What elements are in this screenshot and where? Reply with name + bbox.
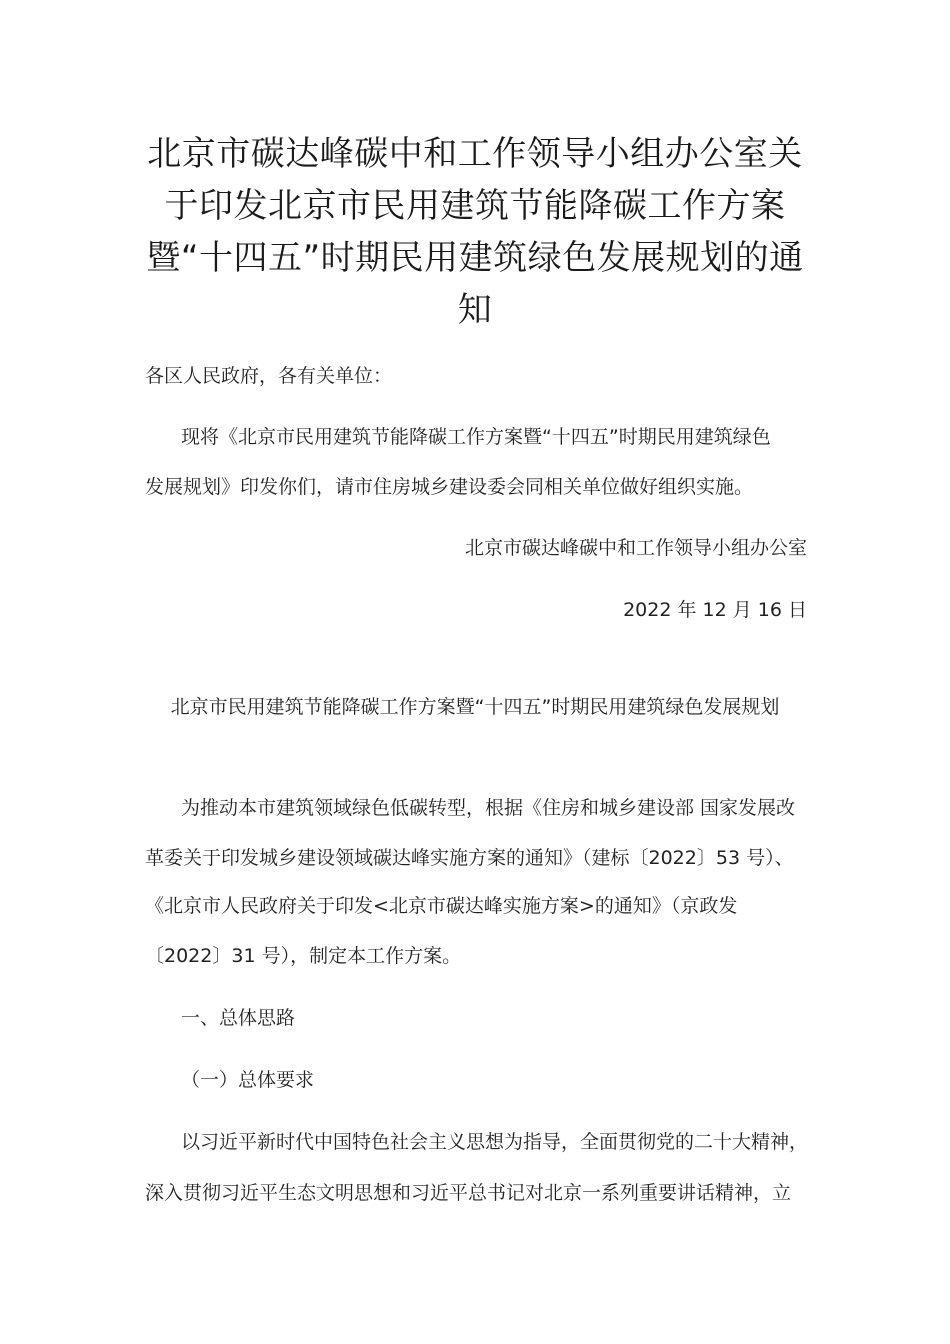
- body-line-1: 以习近平新时代中国特色社会主义思想为指导，全面贯彻党的二十大精神，: [181, 1131, 809, 1153]
- subsection-heading: （一）总体要求: [181, 1069, 315, 1091]
- document-title: 北京市碳达峰碳中和工作领导小组办公室关于印发北京市民用建筑节能降碳工作方案暨“十四五”时期民用建筑绿色发展规划的通知: [146, 134, 804, 330]
- plan-title: 北京市民用建筑节能降碳工作方案暨“十四五”时期民用建筑绿色发展规划: [170, 696, 780, 718]
- intro-line-2: 革委关于印发城乡建设领域碳达峰实施方案的通知》（建标〔2022〕53 号）、: [145, 847, 794, 869]
- section-heading: 一、总体思路: [181, 1007, 296, 1029]
- intro-line-3: 《北京市人民政府关于印发<北京市碳达峰实施方案>的通知》（京政发: [145, 895, 738, 917]
- body-line-2: 深入贯彻习近平生态文明思想和习近平总书记对北京一系列重要讲话精神，立: [145, 1182, 792, 1204]
- intro-line-1: 为推动本市建筑领域绿色低碳转型，根据《住房和城乡建设部 国家发展改: [181, 797, 796, 819]
- addressee: 各区人民政府，各有关单位：: [145, 365, 393, 387]
- issue-date: 2022 年 12 月 16 日: [623, 599, 807, 621]
- issuer: 北京市碳达峰碳中和工作领导小组办公室: [464, 537, 807, 559]
- notice-line-1: 现将《北京市民用建筑节能降碳工作方案暨“十四五”时期民用建筑绿色: [181, 426, 771, 448]
- intro-line-4: 〔2022〕31 号），制定本工作方案。: [145, 945, 462, 967]
- notice-line-2: 发展规划》印发你们，请市住房城乡建设委会同相关单位做好组织实施。: [145, 476, 754, 498]
